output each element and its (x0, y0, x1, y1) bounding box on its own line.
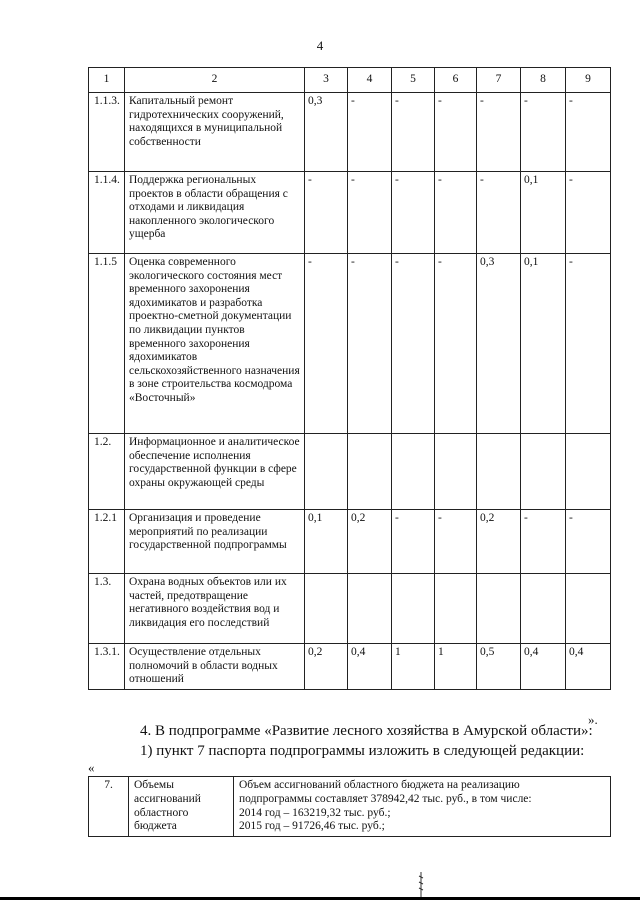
row-number: 1.3.1. (89, 644, 125, 690)
row-value: - (566, 254, 611, 434)
row-value: 0,2 (305, 644, 348, 690)
row-name: Поддержка региональных проектов в области обращения с отходами и ликвидация накопленного экологического ущерба (125, 172, 305, 254)
row-name: Охрана водных объектов или их частей, предотвращение негативного воздействия вод и ликвидация его последствий (125, 574, 305, 644)
row-value: - (435, 93, 477, 172)
row-value: 0,3 (477, 254, 521, 434)
row-name: Осуществление отдельных полномочий в области водных отношений (125, 644, 305, 690)
row-value: 0,1 (305, 510, 348, 574)
passport-num: 7. (89, 777, 129, 837)
row-value (348, 574, 392, 644)
row-number: 1.1.4. (89, 172, 125, 254)
row-value: - (566, 172, 611, 254)
passport-text (234, 777, 611, 837)
row-number: 1.2. (89, 434, 125, 510)
header-cell: 6 (435, 68, 477, 93)
passport-row (89, 777, 611, 837)
row-value: - (392, 254, 435, 434)
paragraph-subprogram: 4. В подпрограмме «Развитие лесного хозяйства в Амурской области»: (140, 723, 593, 739)
table-header-row (89, 68, 611, 93)
header-cell: 8 (521, 68, 566, 93)
row-value: - (477, 172, 521, 254)
row-value: - (348, 93, 392, 172)
header-cell: 4 (348, 68, 392, 93)
opening-quote: « (88, 760, 95, 775)
passport-text-line: подпрограммы составляет 378942,42 тыс. руб., в том числе: (239, 792, 532, 805)
passport-table (88, 776, 611, 837)
row-value (435, 434, 477, 510)
passport-label: Объемы ассигнований областного бюджета (129, 777, 234, 837)
row-value: 0,4 (521, 644, 566, 690)
row-name: Капитальный ремонт гидротехнических сооружений, находящихся в муниципальной собственности (125, 93, 305, 172)
table-row (89, 93, 611, 172)
table-row (89, 434, 611, 510)
row-value: 1 (435, 644, 477, 690)
row-value: - (521, 510, 566, 574)
row-value: - (392, 172, 435, 254)
row-value: - (348, 172, 392, 254)
row-value: - (566, 93, 611, 172)
row-value: - (392, 93, 435, 172)
row-value (521, 574, 566, 644)
header-cell: 7 (477, 68, 521, 93)
row-number: 1.1.3. (89, 93, 125, 172)
row-name: Оценка современного экологического состояния мест временного захоронения ядохимикатов и разработка проектно-сметной документации по ликвидации пунктов временного захоронения ядохимикатов сельскохозяйственного назначения в зоне строительства космодрома «Восточный» (125, 254, 305, 434)
table-row (89, 172, 611, 254)
table-row (89, 510, 611, 574)
bottom-rule (0, 897, 640, 900)
row-number: 1.1.5 (89, 254, 125, 434)
row-value: - (435, 172, 477, 254)
row-value (392, 574, 435, 644)
row-value: - (521, 93, 566, 172)
stamp-mark (417, 872, 425, 898)
row-value: 0,1 (521, 172, 566, 254)
measures-table (88, 67, 611, 690)
row-value: - (566, 510, 611, 574)
page-number: 4 (316, 38, 324, 53)
row-value (435, 574, 477, 644)
row-value: - (435, 254, 477, 434)
table-row (89, 574, 611, 644)
row-value (305, 574, 348, 644)
row-value (521, 434, 566, 510)
row-number: 1.3. (89, 574, 125, 644)
row-value: - (392, 510, 435, 574)
passport-text-line: Объем ассигнований областного бюджета на реализацию (239, 779, 520, 791)
row-value: 1 (392, 644, 435, 690)
header-cell: 2 (125, 68, 305, 93)
header-cell: 1 (89, 68, 125, 93)
table-row (89, 644, 611, 690)
table-row (89, 254, 611, 434)
row-value (305, 434, 348, 510)
row-value: 0,5 (477, 644, 521, 690)
row-value: 0,4 (566, 644, 611, 690)
row-number: 1.2.1 (89, 510, 125, 574)
closing-quote: ». (588, 712, 598, 727)
paragraph-item: 1) пункт 7 паспорта подпрограммы изложить в следующей редакции: (140, 743, 585, 759)
row-value (348, 434, 392, 510)
row-value: 0,4 (348, 644, 392, 690)
row-value: - (477, 93, 521, 172)
row-value: 0,2 (477, 510, 521, 574)
row-name: Информационное и аналитическое обеспечение исполнения государственной функции в сфере охраны окружающей среды (125, 434, 305, 510)
row-value (566, 574, 611, 644)
row-value (477, 574, 521, 644)
row-value: - (305, 254, 348, 434)
header-cell: 9 (566, 68, 611, 93)
row-value (477, 434, 521, 510)
header-cell: 5 (392, 68, 435, 93)
row-value: - (305, 172, 348, 254)
passport-text-line: 2015 год – 91726,46 тыс. руб.; (239, 820, 385, 833)
row-value: - (435, 510, 477, 574)
header-cell: 3 (305, 68, 348, 93)
row-value (392, 434, 435, 510)
passport-text-line: 2014 год – 163219,32 тыс. руб.; (239, 806, 391, 819)
row-value: 0,2 (348, 510, 392, 574)
row-value: - (348, 254, 392, 434)
row-name: Организация и проведение мероприятий по реализации государственной подпрограммы (125, 510, 305, 574)
row-value: 0,1 (521, 254, 566, 434)
row-value: 0,3 (305, 93, 348, 172)
row-value (566, 434, 611, 510)
